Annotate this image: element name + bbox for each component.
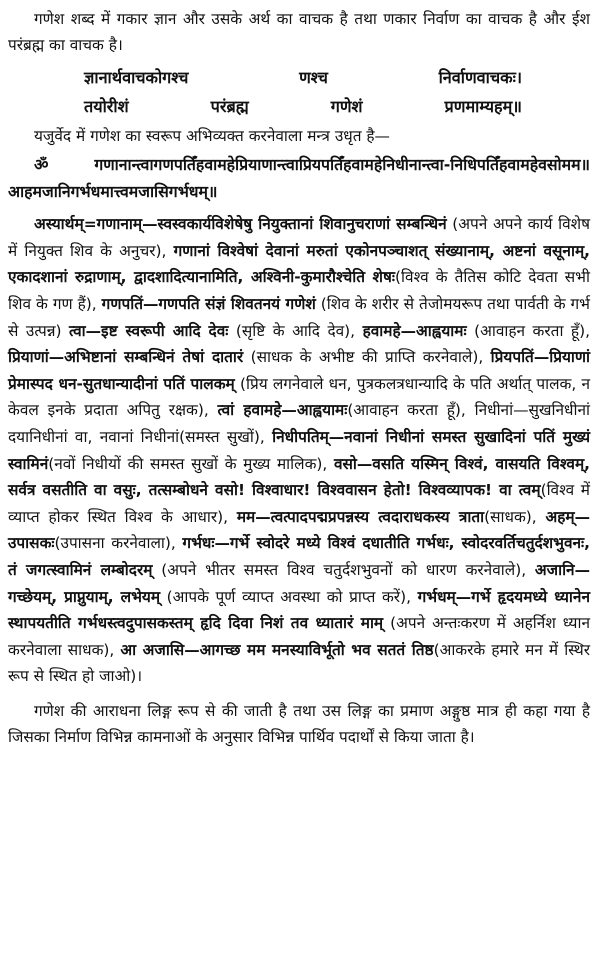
verse-line-1 — [8, 63, 590, 92]
commentary-term: त्वां हवामहे—आह्वयामः — [217, 401, 348, 420]
commentary-gloss: (आवाहन करता हूँ), — [466, 321, 590, 340]
commentary-gloss: (विश्व के तैतिस कोटि देवता सभी शिव के गण हैं), — [8, 268, 590, 313]
verse-word: गणेशं — [330, 96, 363, 116]
commentary-term: त्वा—इष्ट स्वरूपी आदि देवः — [69, 321, 229, 340]
verse-word: प्रणमाम्यहम्॥ — [444, 96, 522, 116]
commentary-gloss: (शिव के शरीर से तेजोमयरूप तथा पार्वती के गर्भ से उत्पन्न) — [8, 295, 590, 340]
commentary-gloss: (आपके पूर्ण व्याप्त अवस्था को प्राप्त करें), — [160, 587, 418, 606]
commentary-term: प्रियपतिं—प्रियाणां प्रेमास्पद धन-सुतधान्यादीनां पतिं पालकम् — [8, 348, 590, 393]
commentary-term: वसो—वसति यस्मिन् विश्वं, वासयति विश्वम्, सर्वत्र वसतीति वा वसुः, तत्सम्बोधने वसो! विश्वाधार! विश्ववासन हेतो! विश्वव्यापक! वा त्वम् — [8, 454, 590, 500]
commentary-term: गणानां विश्वेषां देवानां मरुतां एकोनपञ्चाशत् संख्यानाम्, अष्टनां वसूनाम्, एकादशानां रुद्राणाम्, द्वादशादित्यानामिति, अश्विनी-कुमारौश्चेति शेषः — [8, 241, 590, 287]
verse-word: ज्ञानार्थवाचकोगश्च — [84, 67, 189, 87]
commentary-gloss: (आवाहन करता हूँ), निधीनां—सुखनिधीनां दयानिधीनां वा, नवानां निधीनां(समस्त सुखों), — [8, 401, 590, 446]
commentary-term: निधीपतिम्—नवानां निधीनां समस्त सुखादिनां पतिं मुख्यं स्वामिनं — [8, 427, 591, 473]
commentary-gloss: (अपने अपने कार्य विशेष में नियुक्त शिव के अनुचर), — [8, 215, 590, 260]
commentary-gloss: (विश्व में व्याप्त होकर स्थित विश्व के आधार), — [8, 481, 590, 526]
commentary-gloss: (अपने अन्तःकरण में अहर्निश ध्यान करनेवाला साधक), — [8, 614, 590, 659]
verse-word: परंब्रह्म — [210, 96, 249, 116]
commentary-term: गणपतिं—गणपति संज्ञं शिवतनयं गणेशं — [101, 295, 316, 313]
commentary-term: प्रियाणां—अभिष्टानां सम्बन्धिनं तेषां दातारं — [8, 348, 244, 367]
commentary-term: अस्यार्थम्=गणानाम्—स्वस्वकार्यविशेषेषु नियुक्तानां शिवानुचराणां सम्बन्धिनं — [34, 215, 447, 234]
commentary-term: गर्भधः—गर्भे स्वोदरे मध्ये विश्वं दधातीति गर्भधः, स्वोदरवर्तिचतुर्दशभुवनः, तं जगत्स्वामिनं लम्बोदरम् — [8, 534, 591, 579]
final-paragraph: गणेश की आराधना लिङ्ग रूप से की जाती है तथा उस लिङ्ग का प्रमाण अङ्गुष्ठ मात्र ही कहा गया है जिसका निर्माण विभिन्न कामनाओं के अनुसार विभिन्न पार्थिव पदार्थों से किया जाता है। — [8, 701, 590, 747]
commentary-gloss: (साधक), — [484, 507, 546, 526]
yajurveda-mantra: ॐ गणानान्त्वागणपतिँहवामहेप्रियाणान्त्वाप्रियपतिँहवामहेनिधीनान्त्वा-निधिपतिँहवामहेवसोमम॥ आहमजानिगर्भधमात्त्वमजासिगर्भधम्॥ — [8, 155, 590, 202]
verse-word: णश्च — [299, 67, 328, 87]
verse-word: निर्वाणवाचकः। — [438, 67, 522, 87]
commentary-gloss: (नवों निधीयों की समस्त सुखों के मुख्य मालिक), — [48, 454, 334, 473]
commentary-gloss: (साधक के अभीष्ट की प्राप्ति करनेवाले), — [243, 348, 491, 367]
yajurveda-intro: यजुर्वेद में गणेश का स्वरूप अभिव्यक्त करनेवाला मन्त्र उधृत है— — [34, 126, 390, 145]
commentary-gloss: (अपने भीतर समस्त विश्व चतुर्दशभुवनों को धारण करनेवाले), — [152, 560, 535, 579]
commentary-gloss: (सृष्टि के आदि देव), — [228, 321, 363, 340]
verse-line-2 — [8, 92, 590, 121]
commentary-gloss: (आकरके हमारे मन में स्थिर रूप से स्थित हो जाओ)। — [8, 640, 590, 686]
commentary-term: अजानि—गच्छेयम्, प्राप्नुयाम्, लभेयम् — [8, 560, 590, 606]
commentary-term: आ अजासि—आगच्छ मम मनस्याविर्भूतो भव सततं तिष्ठ — [120, 640, 434, 659]
commentary-gloss: (उपासना करनेवाला), — [54, 534, 183, 553]
commentary-term: गर्भधम्—गर्भे हृदयमध्ये ध्यानेन स्थापयतीति गर्भधस्त्वदुपासकस्तम् हृदि दिवा निशं तव ध्यातारं माम् — [8, 587, 590, 633]
commentary-term: अहम्—उपासकः — [8, 507, 590, 553]
commentary-gloss: (प्रिय लगनेवाले धन, पुत्रकलत्रधान्यादि के पति अर्थात् पालक, न केवल इनके प्रदाता अपितु रक्षक), — [8, 374, 590, 420]
commentary-term: हवामहे—आह्वयामः — [362, 321, 467, 340]
commentary-term: मम—त्वत्पादपद्मप्रपन्नस्य त्वदाराधकस्य त्राता — [236, 507, 485, 526]
commentary-paragraph — [8, 211, 590, 690]
verse-word: तयोरीशं — [84, 96, 129, 116]
intro-paragraph: गणेश शब्द में गकार ज्ञान और उसके अर्थ का वाचक है तथा णकार निर्वाण का वाचक है और ईश परंब्रह्म का वाचक है। — [8, 10, 590, 55]
